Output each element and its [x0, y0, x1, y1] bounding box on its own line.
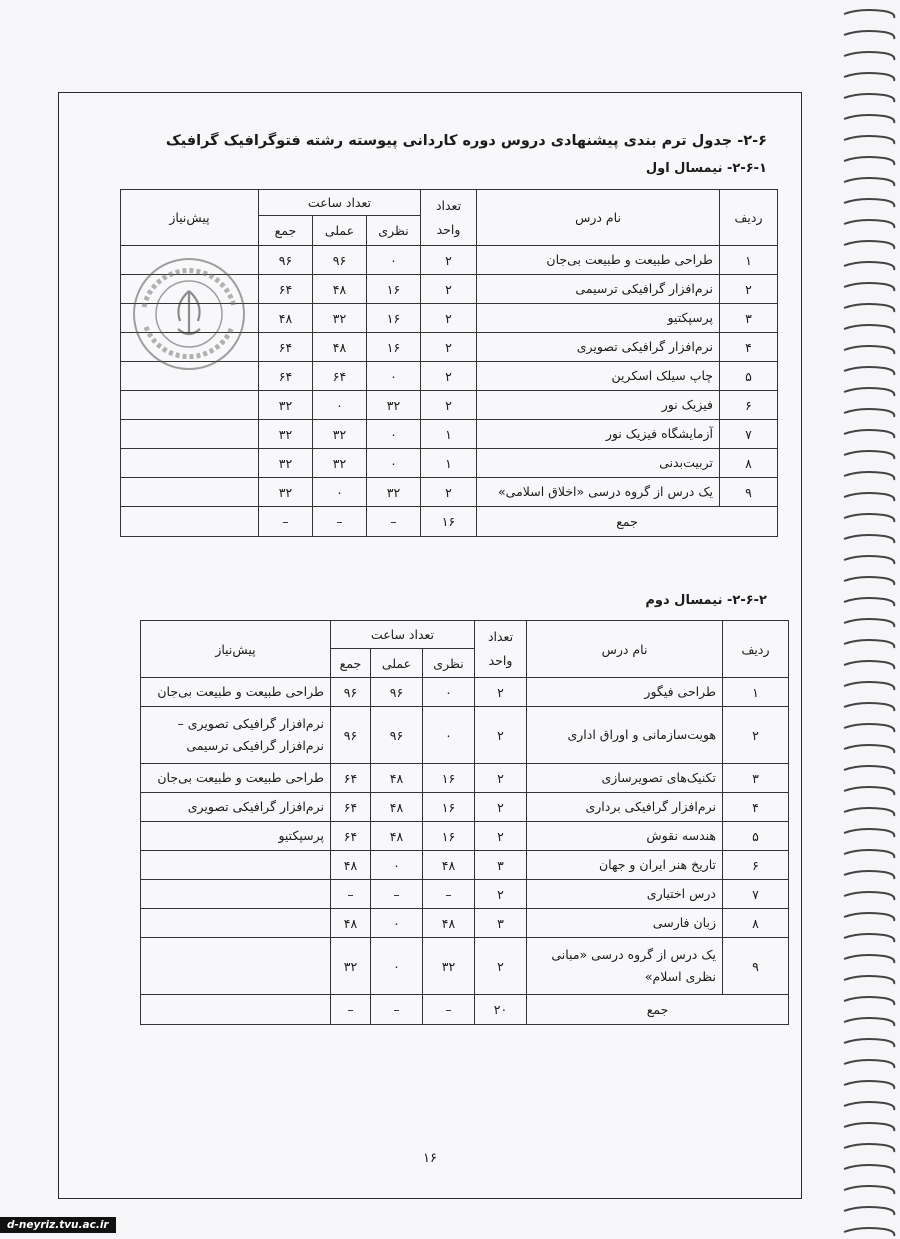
spiral-coil [844, 556, 894, 564]
cell-theory: ۳۲ [367, 391, 421, 420]
cell-total: ۶۴ [258, 362, 312, 391]
spiral-coil [844, 1018, 894, 1026]
cell-row: ۲ [723, 707, 789, 764]
cell-units: ۱ [421, 449, 477, 478]
cell-total: ۶۴ [258, 275, 312, 304]
spiral-coil [844, 787, 894, 795]
spiral-coil [844, 1060, 894, 1068]
table-row [140, 909, 788, 938]
cell-course: تربیت‌بدنی [477, 449, 720, 478]
cell-units: ۲ [421, 333, 477, 362]
spiral-coil [844, 346, 894, 354]
cell-total: – [330, 880, 370, 909]
header-prerequisite: پیش‌نیاز [120, 190, 258, 246]
spiral-coil [844, 682, 894, 690]
spiral-coil [844, 766, 894, 774]
sum-practical: – [371, 995, 423, 1025]
cell-course: یک درس از گروه درسی «اخلاق اسلامی» [477, 478, 720, 507]
spiral-coil [844, 178, 894, 186]
sum-total: – [330, 995, 370, 1025]
cell-practical: ۹۶ [371, 678, 423, 707]
cell-row: ۵ [720, 362, 778, 391]
spiral-coil [844, 199, 894, 207]
cell-theory: ۱۶ [423, 764, 475, 793]
spiral-coil [844, 1081, 894, 1089]
sum-total: – [258, 507, 312, 537]
cell-row: ۲ [720, 275, 778, 304]
spiral-coil [844, 157, 894, 165]
cell-units: ۳ [475, 909, 527, 938]
spiral-coil [844, 514, 894, 522]
cell-course: طراحی فیگور [527, 678, 723, 707]
spiral-coil [844, 283, 894, 291]
cell-course: چاپ سیلک اسکرین [477, 362, 720, 391]
cell-course: هویت‌سازمانی و اوراق اداری [527, 707, 723, 764]
sum-label: جمع [527, 995, 789, 1025]
cell-prereq [140, 851, 330, 880]
cell-practical: ۴۸ [371, 764, 423, 793]
table-row [140, 707, 788, 764]
cell-units: ۲ [421, 362, 477, 391]
sum-theory: – [423, 995, 475, 1025]
header-units-top: تعداد [435, 197, 462, 213]
semester2-table [140, 620, 789, 1025]
cell-prereq: طراحی طبیعت و طبیعت بی‌جان [140, 764, 330, 793]
sum-theory: – [367, 507, 421, 537]
header-total: جمع [330, 649, 370, 678]
table-row [140, 938, 788, 995]
cell-theory: ۱۶ [423, 793, 475, 822]
spiral-coil [844, 1165, 894, 1173]
cell-prereq [140, 938, 330, 995]
cell-total: ۶۴ [330, 764, 370, 793]
cell-course: هندسه نقوش [527, 822, 723, 851]
cell-total: ۳۲ [258, 391, 312, 420]
cell-practical: ۴۸ [371, 793, 423, 822]
spiral-coil [844, 262, 894, 270]
cell-row: ۱ [720, 246, 778, 275]
spiral-coil [844, 94, 894, 102]
cell-theory: ۰ [367, 449, 421, 478]
spiral-coil [844, 703, 894, 711]
semester2-subtitle: ۲-۶-۲- نیمسال دوم [645, 593, 767, 608]
spiral-coil [844, 661, 894, 669]
cell-units: ۲ [475, 764, 527, 793]
cell-total: ۳۲ [258, 449, 312, 478]
cell-row: ۷ [723, 880, 789, 909]
spiral-coil [844, 640, 894, 648]
spiral-coil [844, 1207, 894, 1215]
cell-theory: ۱۶ [367, 333, 421, 362]
sum-row [120, 507, 777, 537]
spiral-coil [844, 409, 894, 417]
spiral-coil [844, 598, 894, 606]
spiral-coil [844, 52, 894, 60]
spiral-coil [844, 472, 894, 480]
cell-total: ۳۲ [330, 938, 370, 995]
table-row [140, 822, 788, 851]
cell-units: ۲ [475, 880, 527, 909]
cell-row: ۹ [723, 938, 789, 995]
spiral-coil [844, 73, 894, 81]
spiral-coil [844, 871, 894, 879]
cell-total: ۶۴ [330, 793, 370, 822]
document-title: ۲-۶- جدول ترم بندی پیشنهادی دروس دوره کاردانی پیوسته رشته فتوگرافیک گرافیک [165, 133, 767, 149]
cell-prereq [140, 880, 330, 909]
spiral-coil [844, 1144, 894, 1152]
table-row [120, 478, 777, 507]
ministry-stamp [130, 255, 248, 373]
header-row-number: ردیف [720, 190, 778, 246]
cell-prereq [120, 391, 258, 420]
header-hours: تعداد ساعت [330, 621, 474, 649]
semester1-subtitle: ۲-۶-۱- نیمسال اول [645, 161, 767, 176]
cell-practical: – [371, 880, 423, 909]
cell-row: ۴ [723, 793, 789, 822]
cell-units: ۲ [421, 246, 477, 275]
cell-course: نرم‌افزار گرافیکی ترسیمی [477, 275, 720, 304]
cell-theory: ۱۶ [367, 304, 421, 333]
cell-prereq [120, 478, 258, 507]
spiral-coil [844, 1186, 894, 1194]
header-row-number: ردیف [723, 621, 789, 678]
cell-units: ۲ [421, 478, 477, 507]
spiral-coil [844, 1039, 894, 1047]
spiral-coil [844, 325, 894, 333]
spiral-coil [844, 115, 894, 123]
cell-total: ۶۴ [258, 333, 312, 362]
cell-course: زبان فارسی [527, 909, 723, 938]
cell-row: ۷ [720, 420, 778, 449]
spiral-coil [844, 577, 894, 585]
cell-total: ۳۲ [258, 478, 312, 507]
header-hours: تعداد ساعت [258, 190, 420, 216]
sum-label: جمع [477, 507, 778, 537]
cell-row: ۱ [723, 678, 789, 707]
cell-prereq: طراحی طبیعت و طبیعت بی‌جان [140, 678, 330, 707]
cell-practical: ۰ [371, 909, 423, 938]
sum-prereq [120, 507, 258, 537]
spiral-coil [844, 913, 894, 921]
cell-total: ۹۶ [330, 678, 370, 707]
cell-total: ۴۸ [330, 909, 370, 938]
cell-total: ۴۸ [330, 851, 370, 880]
cell-total: ۹۶ [258, 246, 312, 275]
table-row [120, 449, 777, 478]
cell-row: ۵ [723, 822, 789, 851]
cell-course: فیزیک نور [477, 391, 720, 420]
sum-units: ۲۰ [475, 995, 527, 1025]
table-row [120, 391, 777, 420]
spiral-coil [844, 850, 894, 858]
spiral-coil [844, 304, 894, 312]
cell-course: تکنیک‌های تصویرسازی [527, 764, 723, 793]
table-row [140, 880, 788, 909]
spiral-coil [844, 1123, 894, 1131]
cell-total: ۳۲ [258, 420, 312, 449]
cell-course: درس اختیاری [527, 880, 723, 909]
cell-course: نرم‌افزار گرافیکی برداری [527, 793, 723, 822]
cell-practical: ۳۲ [313, 304, 367, 333]
cell-theory: ۳۲ [367, 478, 421, 507]
spiral-coil [844, 451, 894, 459]
spiral-coil [844, 619, 894, 627]
header-practical: عملی [313, 216, 367, 246]
cell-row: ۳ [720, 304, 778, 333]
sum-practical: – [313, 507, 367, 537]
header-practical: عملی [371, 649, 423, 678]
cell-units: ۲ [421, 275, 477, 304]
cell-total: ۴۸ [258, 304, 312, 333]
header-units-top: تعداد [487, 629, 514, 644]
spiral-coil [844, 10, 894, 18]
cell-row: ۶ [723, 851, 789, 880]
cell-theory: ۴۸ [423, 909, 475, 938]
website-tag[interactable]: d-neyriz.tvu.ac.ir [0, 1217, 116, 1233]
cell-theory: ۱۶ [423, 822, 475, 851]
header-units [475, 621, 527, 678]
cell-theory: ۴۸ [423, 851, 475, 880]
table-row [140, 793, 788, 822]
spiral-coil [844, 745, 894, 753]
cell-units: ۳ [475, 851, 527, 880]
cell-units: ۲ [475, 678, 527, 707]
cell-course: آزمایشگاه فیزیک نور [477, 420, 720, 449]
spiral-coil [844, 220, 894, 228]
cell-theory: ۰ [367, 362, 421, 391]
spiral-coil [844, 724, 894, 732]
cell-units: ۲ [421, 391, 477, 420]
cell-course: نرم‌افزار گرافیکی تصویری [477, 333, 720, 362]
sum-units: ۱۶ [421, 507, 477, 537]
cell-theory: ۰ [423, 678, 475, 707]
cell-prereq: نرم‌افزار گرافیکی تصویری [140, 793, 330, 822]
spiral-coil [844, 367, 894, 375]
cell-theory: ۰ [423, 707, 475, 764]
spiral-coil [844, 535, 894, 543]
cell-total: ۹۶ [330, 707, 370, 764]
cell-course: تاریخ هنر ایران و جهان [527, 851, 723, 880]
spiral-coil [844, 997, 894, 1005]
cell-practical: ۴۸ [313, 275, 367, 304]
cell-row: ۹ [720, 478, 778, 507]
spiral-coil [844, 1102, 894, 1110]
cell-course: طراحی طبیعت و طبیعت بی‌جان [477, 246, 720, 275]
cell-prereq: پرسپکتیو [140, 822, 330, 851]
cell-units: ۱ [421, 420, 477, 449]
sum-row [140, 995, 788, 1025]
cell-units: ۲ [475, 793, 527, 822]
cell-practical: ۴۸ [371, 822, 423, 851]
spiral-coil [844, 829, 894, 837]
cell-row: ۶ [720, 391, 778, 420]
page-number: ۱۶ [423, 1151, 437, 1166]
cell-row: ۸ [720, 449, 778, 478]
header-course-name: نام درس [477, 190, 720, 246]
table-row [120, 420, 777, 449]
spiral-coil [844, 31, 894, 39]
header-prerequisite: پیش‌نیاز [140, 621, 330, 678]
table-row [140, 851, 788, 880]
header-course-name: نام درس [527, 621, 723, 678]
cell-prereq: نرم‌افزار گرافیکی تصویری – نرم‌افزار گرافیکی ترسیمی [140, 707, 330, 764]
cell-practical: ۶۴ [313, 362, 367, 391]
cell-prereq [120, 449, 258, 478]
header-theory: نظری [367, 216, 421, 246]
cell-practical: ۴۸ [313, 333, 367, 362]
spiral-coil [844, 1228, 894, 1236]
sum-prereq [140, 995, 330, 1025]
cell-course: یک درس از گروه درسی «مبانی نظری اسلام» [527, 938, 723, 995]
cell-total: ۶۴ [330, 822, 370, 851]
header-theory: نظری [423, 649, 475, 678]
spiral-coil [844, 136, 894, 144]
spiral-coil [844, 955, 894, 963]
spiral-coil [844, 241, 894, 249]
cell-practical: ۰ [371, 938, 423, 995]
cell-course: پرسپکتیو [477, 304, 720, 333]
header-units [421, 190, 477, 246]
spiral-coil [844, 808, 894, 816]
cell-prereq [120, 420, 258, 449]
cell-practical: ۳۲ [313, 420, 367, 449]
cell-units: ۲ [475, 938, 527, 995]
header-units-bottom: واحد [436, 221, 461, 237]
header-units-bottom: واحد [488, 653, 513, 668]
cell-row: ۴ [720, 333, 778, 362]
spiral-coil [844, 892, 894, 900]
header-total: جمع [258, 216, 312, 246]
cell-units: ۲ [475, 707, 527, 764]
cell-practical: ۰ [313, 478, 367, 507]
cell-practical: ۰ [313, 391, 367, 420]
cell-row: ۸ [723, 909, 789, 938]
cell-theory: ۱۶ [367, 275, 421, 304]
cell-practical: ۹۶ [371, 707, 423, 764]
cell-units: ۲ [475, 822, 527, 851]
cell-theory: – [423, 880, 475, 909]
cell-practical: ۰ [371, 851, 423, 880]
cell-theory: ۳۲ [423, 938, 475, 995]
spiral-coil [844, 388, 894, 396]
spiral-coil [844, 493, 894, 501]
cell-units: ۲ [421, 304, 477, 333]
cell-theory: ۰ [367, 420, 421, 449]
table-row [140, 678, 788, 707]
spiral-binding [838, 0, 900, 1239]
spiral-coil [844, 430, 894, 438]
spiral-coil [844, 976, 894, 984]
cell-theory: ۰ [367, 246, 421, 275]
cell-practical: ۹۶ [313, 246, 367, 275]
cell-row: ۳ [723, 764, 789, 793]
cell-prereq [140, 909, 330, 938]
cell-practical: ۳۲ [313, 449, 367, 478]
spiral-coil [844, 934, 894, 942]
table-row [140, 764, 788, 793]
